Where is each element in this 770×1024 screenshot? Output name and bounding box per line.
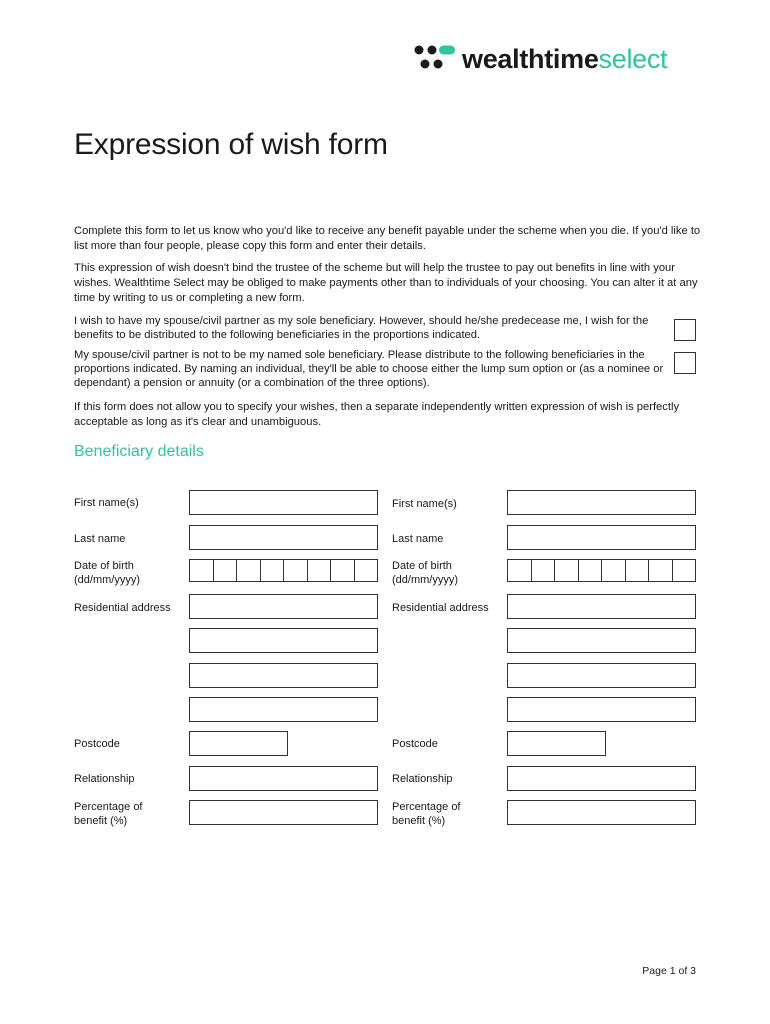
percentage-label-line: Percentage of [392,801,461,813]
b1-postcode-label: Postcode [74,738,120,750]
b1-address-line-2[interactable] [189,628,378,653]
b2-first-name-field[interactable] [507,490,696,515]
b2-address-line-2[interactable] [507,628,696,653]
dob-format-hint: (dd/mm/yyyy) [74,574,140,586]
page-title: Expression of wish form [74,128,388,161]
dob-format-hint: (dd/mm/yyyy) [392,574,458,586]
b2-address-line-4[interactable] [507,697,696,722]
intro-text: Complete this form to let us know who you'd like to receive any benefit payable under the scheme when you die. If you'd like to list more than four people, please copy this form and enter their details. [74,225,701,252]
percentage-label-line: Percentage of [74,801,143,813]
percentage-unit-line: benefit (%) [392,815,446,827]
logo-wordmark: wealthtimeselect [462,43,668,74]
b2-percentage-field[interactable] [507,800,696,825]
option-2-text: My spouse/civil partner is not to be my named sole beneficiary. Please distribute to the following beneficiaries in the proportions indicated. By naming an individual, they'll be able to choose either the lump sum option or (as a nominee or dependant) a pension or annuity (or a combination of the three options). [74,349,664,389]
b1-address-line-4[interactable] [189,697,378,722]
b2-last-name-label: Last name [392,533,444,545]
b1-relationship-label: Relationship [74,773,135,785]
b2-postcode-field[interactable] [507,731,606,756]
option-1-checkbox[interactable] [674,319,696,341]
b1-postcode-field[interactable] [189,731,288,756]
fallback-text: If this form does not allow you to specify your wishes, then a separate independently written expression of wish is perfectly acceptable as long as it's clear and unambiguous. [74,401,680,428]
b1-address-line-3[interactable] [189,663,378,688]
b2-percentage-label [392,800,461,828]
b1-first-name-label: First name(s) [74,497,139,509]
b1-last-name-field[interactable] [189,525,378,550]
b1-dob-label [74,559,140,587]
b1-last-name-label: Last name [74,533,126,545]
b2-postcode-label: Postcode [392,738,438,750]
option-2-checkbox[interactable] [674,352,696,374]
b2-address-line-1[interactable] [507,594,696,619]
b2-relationship-label: Relationship [392,773,453,785]
page-number: Page 1 of 3 [642,965,696,977]
b1-address-label: Residential address [74,602,171,614]
percentage-unit-line: benefit (%) [74,815,128,827]
b2-address-label: Residential address [392,602,489,614]
b1-first-name-field[interactable] [189,490,378,515]
logo-dots-icon [414,44,458,74]
b2-first-name-label: First name(s) [392,498,457,510]
b2-address-line-3[interactable] [507,663,696,688]
b1-dob-field[interactable] [189,559,378,582]
b2-last-name-field[interactable] [507,525,696,550]
b1-percentage-field[interactable] [189,800,378,825]
option-1-text: I wish to have my spouse/civil partner as my sole beneficiary. However, should he/she predecease me, I wish for the benefits to be distributed to the following beneficiaries in the proportions indicated. [74,315,649,341]
b1-percentage-label [74,800,143,828]
b1-relationship-field[interactable] [189,766,378,791]
dob-label-line: Date of birth [74,560,134,572]
wealthtime-logo [414,44,667,74]
b2-relationship-field[interactable] [507,766,696,791]
binding-text: This expression of wish doesn't bind the trustee of the scheme but will help the trustee to pay out benefits in line with your wishes. Wealthtime Select may be obliged to make payments other than to individuals of your choosing. You can alter it at any time by writing to us or completing a new form. [74,262,698,304]
b2-dob-field[interactable] [507,559,696,582]
dob-label-line: Date of birth [392,560,452,572]
b2-dob-label [392,559,458,587]
b1-address-line-1[interactable] [189,594,378,619]
section-title: Beneficiary details [74,443,204,460]
